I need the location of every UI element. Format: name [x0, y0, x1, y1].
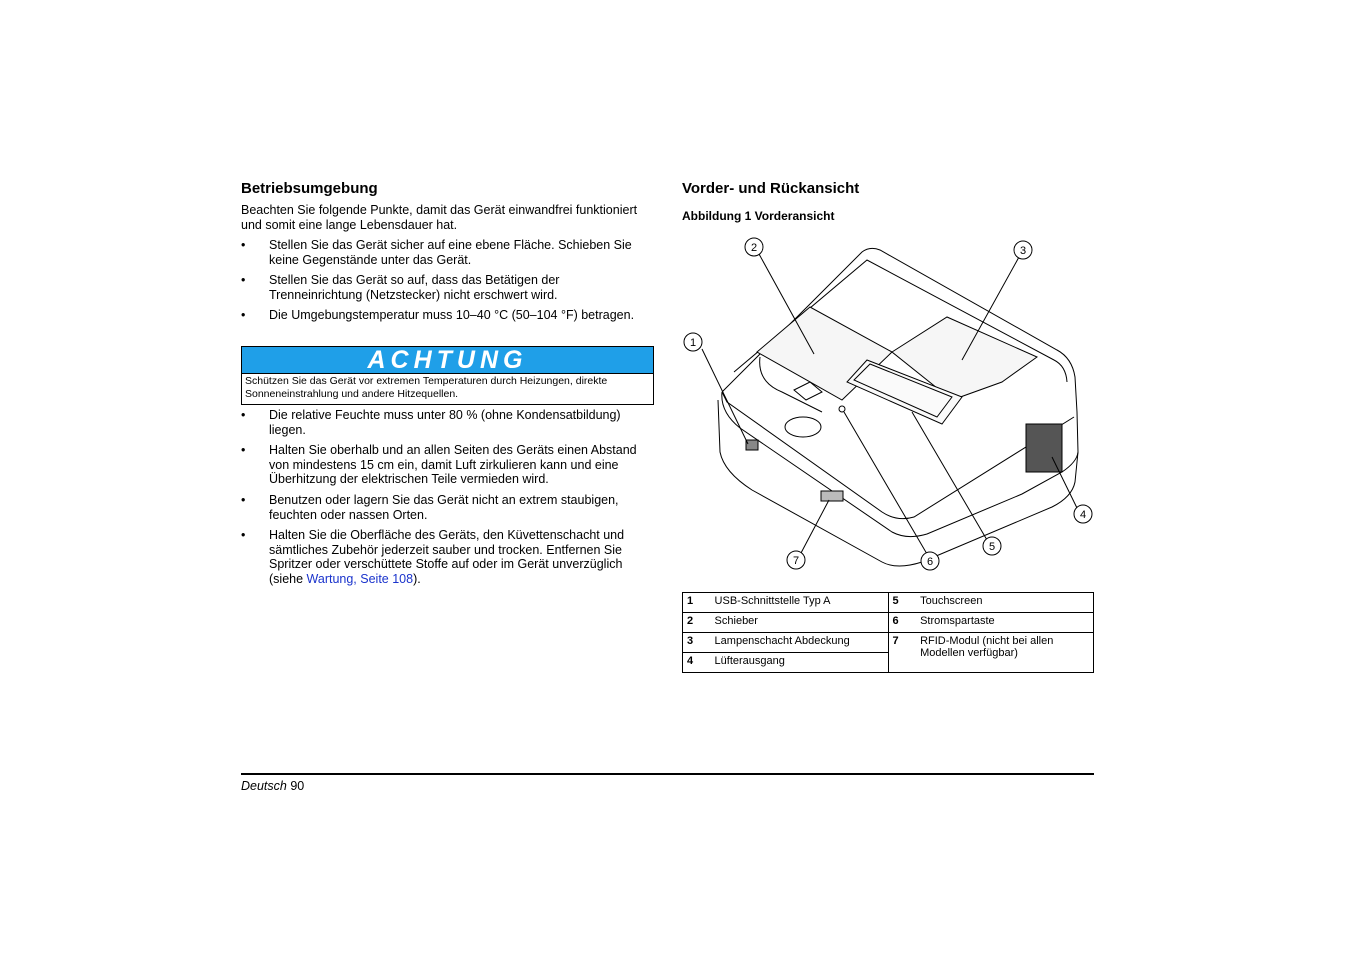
legend-label: Schieber: [711, 613, 888, 633]
callout-2: 2: [750, 242, 758, 254]
list-item-text: Die Umgebungstemperatur muss 10–40 °C (50–104 °F) betragen.: [269, 308, 635, 322]
legend-num: 6: [888, 613, 916, 633]
warning-text: Schützen Sie das Gerät vor extremen Temperaturen durch Heizungen, direkte Sonneneinstrahlung und andere Hitzequellen.: [245, 375, 608, 400]
legend-num: 7: [888, 633, 916, 673]
list-item-text: Benutzen oder lagern Sie das Gerät nicht an extrem staubigen, feuchten oder nassen Orten.: [269, 493, 619, 522]
legend-label: Lampenschacht Abdeckung: [711, 633, 888, 653]
list-item: [241, 273, 654, 303]
list-item: [241, 408, 654, 438]
list-item: [241, 528, 654, 588]
callout-4: 4: [1079, 509, 1087, 521]
bullet-symbol: •: [241, 273, 246, 287]
list-item: [241, 493, 654, 523]
bullet-symbol: •: [241, 493, 246, 507]
list-item-text: [269, 528, 654, 586]
device-front-view-illustration: [682, 232, 1094, 574]
warning-box: [241, 346, 654, 405]
list-item-text-part: Halten Sie die Oberfläche des Geräts, den Küvettenschacht und sämtliches Zubehör jederzeit sauber und trocken. Entfernen Sie Spritzer oder verschüttete Stoffe auf oder im Gerät unverzüglich (siehe: [269, 528, 625, 586]
list-item-text: Stellen Sie das Gerät so auf, dass das Betätigen der Trenneinrichtung (Netzstecker) nicht erschwert wird.: [269, 273, 560, 302]
footer-page-number: 90: [290, 779, 305, 793]
callout-6: 6: [926, 556, 934, 568]
warning-title: ACHTUNG: [242, 347, 653, 374]
bullet-symbol: •: [241, 443, 246, 457]
callout-5: 5: [988, 541, 996, 553]
section-heading-environment: Betriebsumgebung: [241, 180, 378, 197]
bullet-symbol: •: [241, 408, 246, 422]
legend-label: USB-Schnittstelle Typ A: [711, 593, 888, 613]
list-item: [241, 308, 654, 324]
legend-label: RFID-Modul (nicht bei allen Modellen verfügbar): [916, 633, 1093, 673]
page-footer: [241, 779, 304, 793]
legend-label: Lüfterausgang: [711, 653, 888, 673]
section-heading-views: Vorder- und Rückansicht: [682, 180, 860, 197]
figure-caption: Abbildung 1 Vorderansicht: [682, 209, 835, 223]
legend-label: Touchscreen: [916, 593, 1093, 613]
list-item-text: Halten Sie oberhalb und an allen Seiten des Geräts einen Abstand von mindestens 15 cm ein, damit Luft zirkulieren kann und eine Überhitzung der elektrischen Teile vermieden wird.: [269, 443, 637, 486]
bullet-symbol: •: [241, 308, 246, 322]
intro-paragraph: Beachten Sie folgende Punkte, damit das Gerät einwandfrei funktioniert und somit eine lange Lebensdauer hat.: [241, 203, 638, 232]
table-row: [683, 633, 1094, 653]
table-row: [683, 593, 1094, 613]
list-item-text-part: ).: [413, 571, 421, 586]
legend-table: [682, 592, 1094, 673]
legend-num: 5: [888, 593, 916, 613]
table-row: [683, 613, 1094, 633]
footer-language: Deutsch: [241, 779, 287, 793]
callout-1: 1: [689, 337, 697, 349]
legend-num: 4: [683, 653, 711, 673]
bullet-symbol: •: [241, 238, 246, 252]
footer-divider: [241, 773, 1094, 775]
legend-num: 3: [683, 633, 711, 653]
list-item: [241, 238, 654, 268]
bullet-symbol: •: [241, 528, 246, 542]
list-item-text: Die relative Feuchte muss unter 80 % (ohne Kondensatbildung) liegen.: [269, 408, 621, 437]
legend-num: 1: [683, 593, 711, 613]
list-item-text: Stellen Sie das Gerät sicher auf eine ebene Fläche. Schieben Sie keine Gegenstände unter das Gerät.: [269, 238, 632, 267]
callout-3: 3: [1019, 245, 1027, 257]
maintenance-link[interactable]: Wartung, Seite 108: [306, 571, 414, 586]
legend-num: 2: [683, 613, 711, 633]
callout-7: 7: [792, 555, 800, 567]
list-item: [241, 443, 654, 488]
legend-label: Stromspartaste: [916, 613, 1093, 633]
